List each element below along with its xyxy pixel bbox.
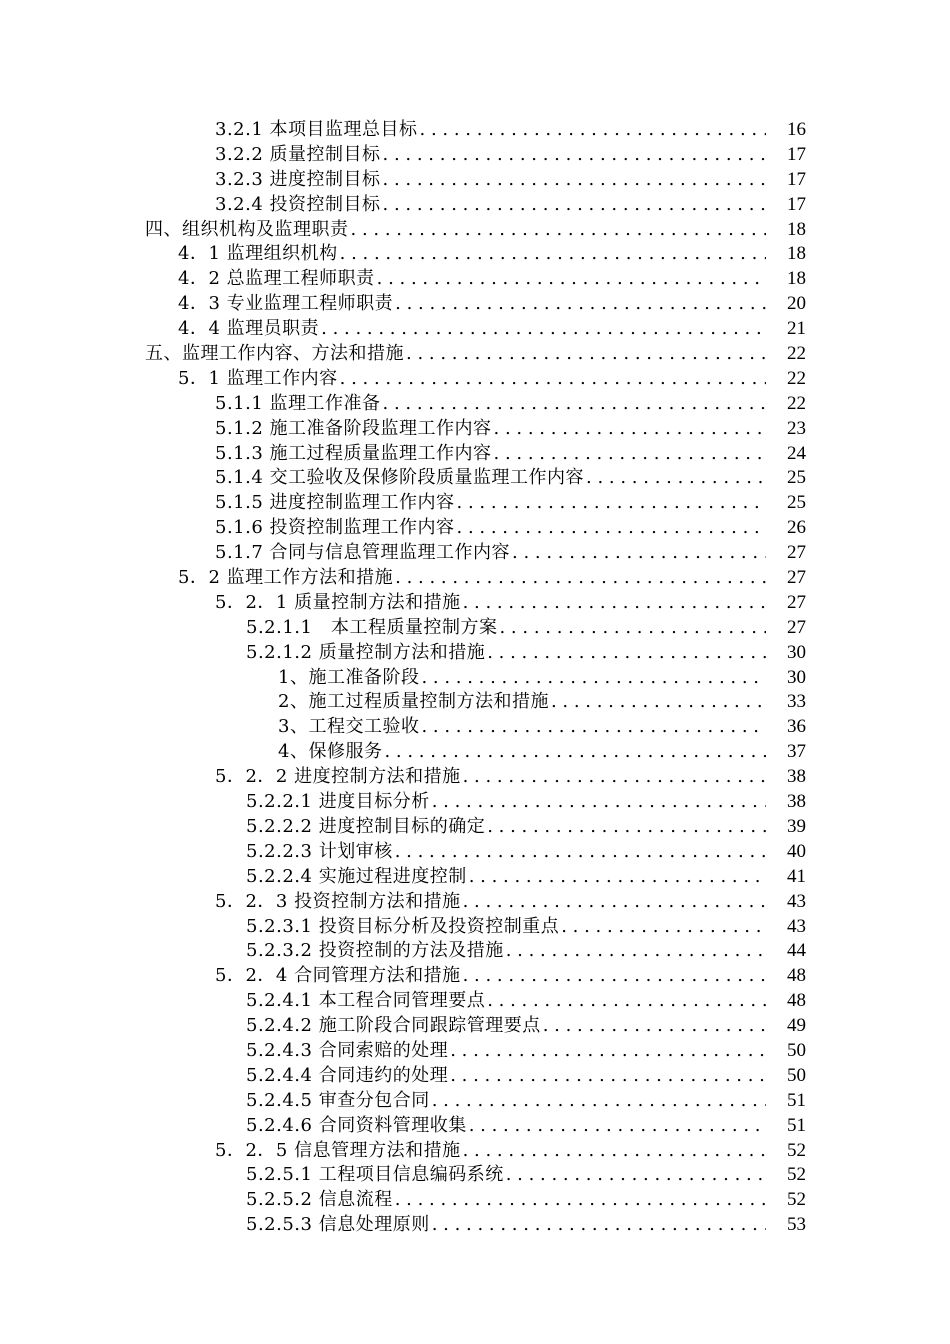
toc-dot-leader	[487, 815, 766, 840]
toc-entry[interactable]	[0, 118, 950, 143]
toc-dot-leader	[499, 616, 766, 641]
toc-entry-label: 5.1.3 施工过程质量监理工作内容	[215, 442, 492, 464]
toc-entry-label: 5.2.4.6 合同资料管理收集	[246, 1114, 467, 1136]
toc-dot-leader	[383, 193, 766, 218]
toc-entry-page-number: 50	[787, 1064, 806, 1086]
toc-entry-page-number: 17	[787, 168, 806, 190]
toc-dot-leader	[383, 392, 766, 417]
toc-entry[interactable]	[0, 690, 950, 715]
toc-entry-label: 3、工程交工验收	[278, 716, 420, 738]
toc-entry[interactable]	[0, 267, 950, 292]
toc-dot-leader	[543, 1014, 766, 1039]
toc-entry[interactable]	[0, 466, 950, 491]
toc-entry[interactable]	[0, 491, 950, 516]
toc-dot-leader	[463, 591, 766, 616]
toc-entry-label: 5.1.1 监理工作准备	[215, 392, 381, 414]
toc-entry-page-number: 30	[787, 666, 806, 688]
toc-entry[interactable]	[0, 218, 950, 243]
toc-dot-leader	[463, 1139, 766, 1164]
toc-entry[interactable]	[0, 1114, 950, 1139]
toc-entry[interactable]	[0, 1039, 950, 1064]
toc-entry-label: 1、施工准备阶段	[278, 666, 420, 688]
toc-dot-leader	[487, 989, 766, 1014]
toc-entry-page-number: 40	[787, 840, 806, 862]
toc-entry[interactable]	[0, 342, 950, 367]
toc-dot-leader	[351, 218, 767, 243]
toc-entry-label: 5.2.4.2 施工阶段合同跟踪管理要点	[246, 1015, 541, 1037]
toc-dot-leader	[494, 442, 766, 467]
table-of-contents	[0, 118, 950, 1238]
toc-entry[interactable]	[0, 242, 950, 267]
toc-dot-leader	[487, 641, 766, 666]
toc-entry-label: 5.2.4.5 审查分包合同	[246, 1089, 430, 1111]
toc-entry-label: 5.2.3.2 投资控制的方法及措施	[246, 940, 504, 962]
toc-dot-leader	[340, 242, 766, 267]
toc-entry-page-number: 23	[787, 417, 806, 439]
toc-entry[interactable]	[0, 715, 950, 740]
toc-dot-leader	[494, 417, 766, 442]
toc-entry-label: 5.2.2.3 计划审核	[246, 840, 393, 862]
toc-entry-page-number: 27	[787, 542, 806, 564]
toc-entry-page-number: 21	[787, 318, 806, 340]
toc-entry-page-number: 27	[787, 591, 806, 613]
toc-dot-leader	[512, 541, 766, 566]
toc-dot-leader	[432, 790, 766, 815]
toc-dot-leader	[395, 1188, 766, 1213]
toc-entry-label: 5.1.5 进度控制监理工作内容	[215, 492, 455, 514]
toc-entry[interactable]	[0, 591, 950, 616]
toc-entry-page-number: 24	[787, 442, 806, 464]
toc-entry-page-number: 38	[787, 766, 806, 788]
toc-entry[interactable]	[0, 1139, 950, 1164]
toc-entry-page-number: 36	[787, 716, 806, 738]
toc-entry[interactable]	[0, 1213, 950, 1238]
toc-entry-label: 5.2.5.2 信息流程	[246, 1189, 393, 1211]
toc-entry-label: 5．2．3 投资控制方法和措施	[215, 890, 461, 912]
toc-entry[interactable]	[0, 516, 950, 541]
toc-entry-label: 5.2.5.1 工程项目信息编码系统	[246, 1164, 504, 1186]
toc-entry-label: 4．1 监理组织机构	[178, 243, 338, 265]
toc-entry-page-number: 41	[787, 865, 806, 887]
toc-entry-label: 5.2.4.4 合同违约的处理	[246, 1064, 449, 1086]
toc-dot-leader	[463, 765, 766, 790]
toc-dot-leader	[395, 566, 766, 591]
toc-entry-label: 5.2.4.3 合同索赔的处理	[246, 1039, 449, 1061]
toc-entry[interactable]	[0, 1188, 950, 1213]
toc-entry-label: 5．1 监理工作内容	[178, 367, 338, 389]
toc-entry-page-number: 33	[787, 691, 806, 713]
toc-dot-leader	[450, 1039, 766, 1064]
toc-entry-page-number: 43	[787, 890, 806, 912]
toc-entry-label: 4．4 监理员职责	[178, 318, 320, 340]
toc-dot-leader	[561, 915, 766, 940]
toc-dot-leader	[420, 118, 766, 143]
toc-dot-leader	[421, 666, 766, 691]
toc-entry-label: 5.2.2.1 进度目标分析	[246, 791, 430, 813]
toc-dot-leader	[432, 1213, 766, 1238]
toc-entry-label: 5．2．2 进度控制方法和措施	[215, 766, 461, 788]
toc-dot-leader	[506, 1163, 766, 1188]
toc-entry[interactable]	[0, 890, 950, 915]
toc-entry-page-number: 44	[787, 940, 806, 962]
toc-entry-page-number: 52	[787, 1164, 806, 1186]
toc-entry-label: 5．2．5 信息管理方法和措施	[215, 1139, 461, 1161]
toc-entry-label: 四、组织机构及监理职责	[145, 218, 349, 240]
toc-dot-leader	[421, 715, 766, 740]
toc-entry[interactable]	[0, 367, 950, 392]
toc-entry-page-number: 52	[787, 1139, 806, 1161]
toc-dot-leader	[395, 292, 766, 317]
toc-entry-page-number: 48	[787, 990, 806, 1012]
toc-entry-page-number: 22	[787, 343, 806, 365]
toc-entry-page-number: 30	[787, 641, 806, 663]
toc-entry[interactable]	[0, 989, 950, 1014]
toc-entry-page-number: 37	[787, 741, 806, 763]
toc-entry[interactable]	[0, 865, 950, 890]
toc-entry[interactable]	[0, 939, 950, 964]
toc-entry[interactable]	[0, 740, 950, 765]
toc-entry[interactable]	[0, 790, 950, 815]
toc-entry-page-number: 16	[787, 119, 806, 140]
toc-entry-label: 5.2.3.1 投资目标分析及投资控制重点	[246, 915, 560, 937]
toc-dot-leader	[321, 317, 766, 342]
toc-entry-page-number: 22	[787, 392, 806, 414]
toc-entry-label: 5．2．1 质量控制方法和措施	[215, 591, 461, 613]
toc-entry[interactable]	[0, 143, 950, 168]
toc-dot-leader	[450, 1064, 766, 1089]
toc-entry-page-number: 38	[787, 791, 806, 813]
toc-dot-leader	[383, 143, 766, 168]
toc-dot-leader	[384, 740, 766, 765]
toc-dot-leader	[340, 367, 766, 392]
toc-entry-page-number: 48	[787, 965, 806, 987]
toc-entry-label: 5.2.1.1 本工程质量控制方案	[246, 616, 498, 638]
toc-entry-label: 3.2.3 进度控制目标	[215, 168, 381, 190]
toc-entry-label: 5.2.5.3 信息处理原则	[246, 1214, 430, 1236]
toc-entry[interactable]	[0, 541, 950, 566]
toc-dot-leader	[551, 690, 766, 715]
toc-entry[interactable]	[0, 1089, 950, 1114]
toc-entry-label: 五、监理工作内容、方法和措施	[145, 343, 404, 365]
toc-entry-page-number: 25	[787, 492, 806, 514]
toc-entry-label: 2、施工过程质量控制方法和措施	[278, 691, 549, 713]
toc-dot-leader	[406, 342, 766, 367]
toc-entry-label: 5.2.2.4 实施过程进度控制	[246, 865, 467, 887]
toc-entry-page-number: 18	[787, 243, 806, 265]
toc-entry-page-number: 27	[787, 616, 806, 638]
toc-dot-leader	[463, 964, 766, 989]
toc-entry-page-number: 50	[787, 1039, 806, 1061]
toc-entry-label: 5.1.4 交工验收及保修阶段质量监理工作内容	[215, 467, 585, 489]
toc-entry-page-number: 52	[787, 1189, 806, 1211]
toc-entry[interactable]	[0, 641, 950, 666]
toc-entry-label: 3.2.4 投资控制目标	[215, 193, 381, 215]
toc-dot-leader	[469, 1114, 766, 1139]
toc-entry-page-number: 27	[787, 567, 806, 589]
toc-entry[interactable]	[0, 442, 950, 467]
toc-entry[interactable]	[0, 392, 950, 417]
toc-entry[interactable]	[0, 1064, 950, 1089]
toc-entry-page-number: 18	[787, 218, 806, 240]
toc-entry-page-number: 49	[787, 1015, 806, 1037]
toc-entry[interactable]	[0, 840, 950, 865]
toc-dot-leader	[463, 890, 766, 915]
toc-entry-page-number: 39	[787, 815, 806, 837]
toc-entry[interactable]	[0, 666, 950, 691]
toc-entry-page-number: 51	[787, 1089, 806, 1111]
toc-entry-page-number: 17	[787, 143, 806, 165]
toc-entry-label: 5．2 监理工作方法和措施	[178, 567, 394, 589]
toc-dot-leader	[469, 865, 766, 890]
toc-dot-leader	[432, 1089, 766, 1114]
toc-entry-label: 5.1.7 合同与信息管理监理工作内容	[215, 542, 511, 564]
toc-dot-leader	[395, 840, 766, 865]
toc-dot-leader	[506, 939, 766, 964]
toc-entry[interactable]	[0, 964, 950, 989]
toc-entry[interactable]	[0, 616, 950, 641]
toc-entry[interactable]	[0, 1014, 950, 1039]
toc-entry-label: 3.2.1 本项目监理总目标	[215, 119, 418, 140]
toc-entry[interactable]	[0, 765, 950, 790]
toc-dot-leader	[383, 168, 766, 193]
toc-entry[interactable]	[0, 292, 950, 317]
toc-entry[interactable]	[0, 193, 950, 218]
toc-entry-label: 4、保修服务	[278, 741, 383, 763]
toc-dot-leader	[457, 491, 766, 516]
toc-entry[interactable]	[0, 317, 950, 342]
toc-entry-label: 4．3 专业监理工程师职责	[178, 293, 394, 315]
toc-dot-leader	[586, 466, 766, 491]
toc-entry-label: 5.1.2 施工准备阶段监理工作内容	[215, 417, 492, 439]
toc-entry-label: 5．2．4 合同管理方法和措施	[215, 965, 461, 987]
toc-entry[interactable]	[0, 566, 950, 591]
toc-entry-page-number: 53	[787, 1214, 806, 1236]
toc-entry-label: 5.2.1.2 质量控制方法和措施	[246, 641, 486, 663]
toc-entry-page-number: 17	[787, 193, 806, 215]
toc-entry[interactable]	[0, 815, 950, 840]
toc-dot-leader	[457, 516, 766, 541]
toc-entry-page-number: 26	[787, 517, 806, 539]
toc-entry-page-number: 25	[787, 467, 806, 489]
toc-entry-page-number: 43	[787, 915, 806, 937]
toc-entry-label: 5.1.6 投资控制监理工作内容	[215, 517, 455, 539]
toc-entry-label: 5.2.2.2 进度控制目标的确定	[246, 815, 486, 837]
toc-entry-label: 5.2.4.1 本工程合同管理要点	[246, 990, 486, 1012]
toc-entry-label: 4．2 总监理工程师职责	[178, 268, 375, 290]
toc-entry[interactable]	[0, 417, 950, 442]
toc-entry-label: 3.2.2 质量控制目标	[215, 143, 381, 165]
toc-entry-page-number: 51	[787, 1114, 806, 1136]
toc-entry[interactable]	[0, 915, 950, 940]
toc-dot-leader	[377, 267, 766, 292]
toc-entry-page-number: 20	[787, 293, 806, 315]
toc-entry-page-number: 22	[787, 367, 806, 389]
toc-entry[interactable]	[0, 168, 950, 193]
toc-entry[interactable]	[0, 1163, 950, 1188]
toc-entry-page-number: 18	[787, 268, 806, 290]
